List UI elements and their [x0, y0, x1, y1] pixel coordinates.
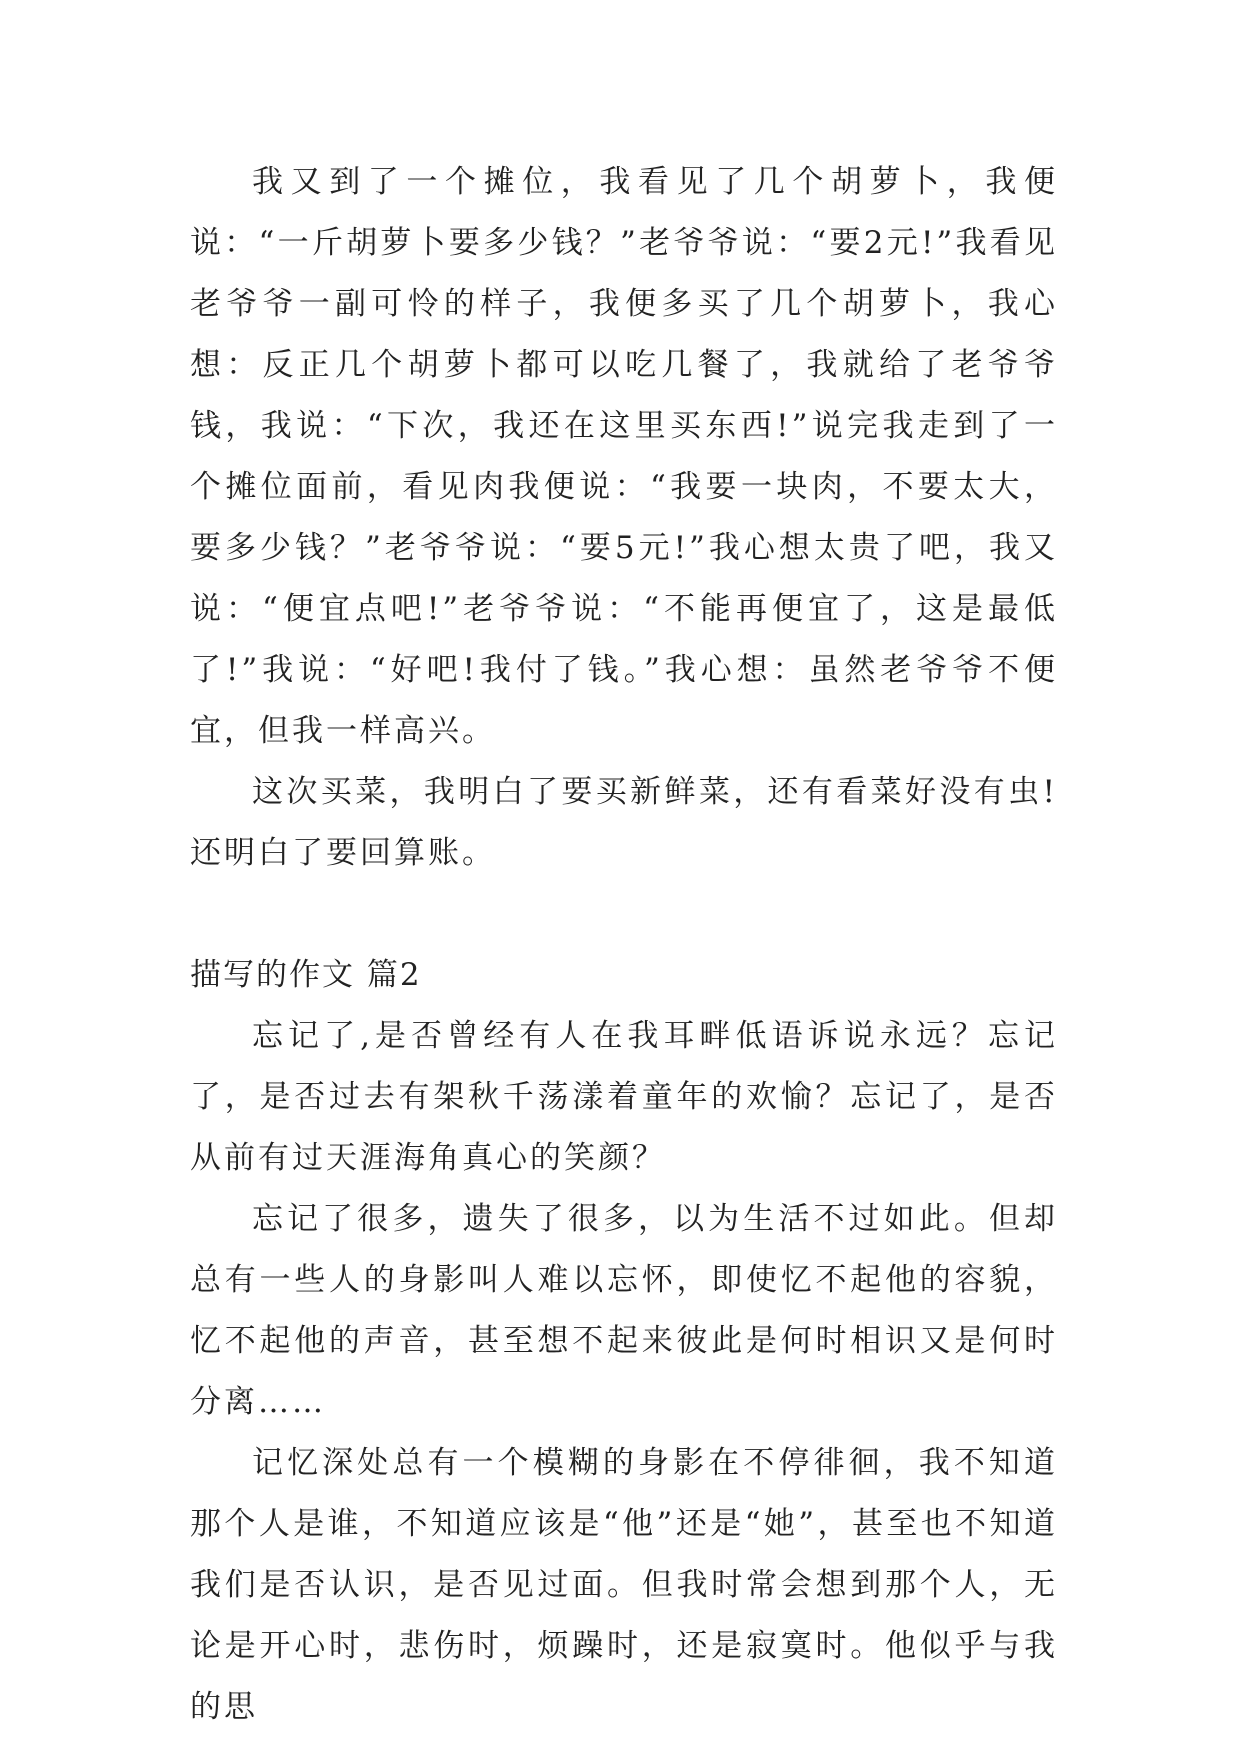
- paragraph-forgotten: 忘记了,是否曾经有人在我耳畔低语诉说永远？忘记了，是否过去有架秋千荡漾着童年的欢愉？忘记了，是否从前有过天涯海角真心的笑颜？: [190, 1018, 1058, 1176]
- paragraph-conclusion: 这次买菜，我明白了要买新鲜菜，还有看菜好没有虫!还明白了要回算账。: [190, 774, 1058, 871]
- paragraph-lost-memories: 忘记了很多，遗失了很多，以为生活不过如此。但却总有一些人的身影叫人难以忘怀，即使忆不起他的容貌，忆不起他的声音，甚至想不起来彼此是何时相识又是何时分离……: [190, 1201, 1058, 1420]
- paragraph-blurry-figure: 记忆深处总有一个模糊的身影在不停徘徊，我不知道那个人是谁，不知道应该是“他”还是“她”，甚至也不知道我们是否认识，是否见过面。但我时常会想到那个人，无论是开心时，悲伤时，烦躁时，还是寂寞时。他似乎与我的思: [190, 1445, 1058, 1725]
- section-gap: [190, 884, 1058, 945]
- section-heading: 描写的作文 篇2: [190, 957, 422, 993]
- document-body: [190, 152, 1058, 1738]
- paragraph-market-story: 我又到了一个摊位，我看见了几个胡萝卜，我便说：“一斤胡萝卜要多少钱？”老爷爷说：“要2元!”我看见老爷爷一副可怜的样子，我便多买了几个胡萝卜，我心想：反正几个胡萝卜都可以吃几餐了，我就给了老爷爷钱，我说：“下次，我还在这里买东西!”说完我走到了一个摊位面前，看见肉我便说：“我要一块肉，不要太大，要多少钱？”老爷爷说：“要5元!”我心想太贵了吧，我又说：“便宜点吧!”老爷爷说：“不能再便宜了，这是最低了!”我说：“好吧!我付了钱。”我心想：虽然老爷爷不便宜，但我一样高兴。: [190, 164, 1058, 749]
